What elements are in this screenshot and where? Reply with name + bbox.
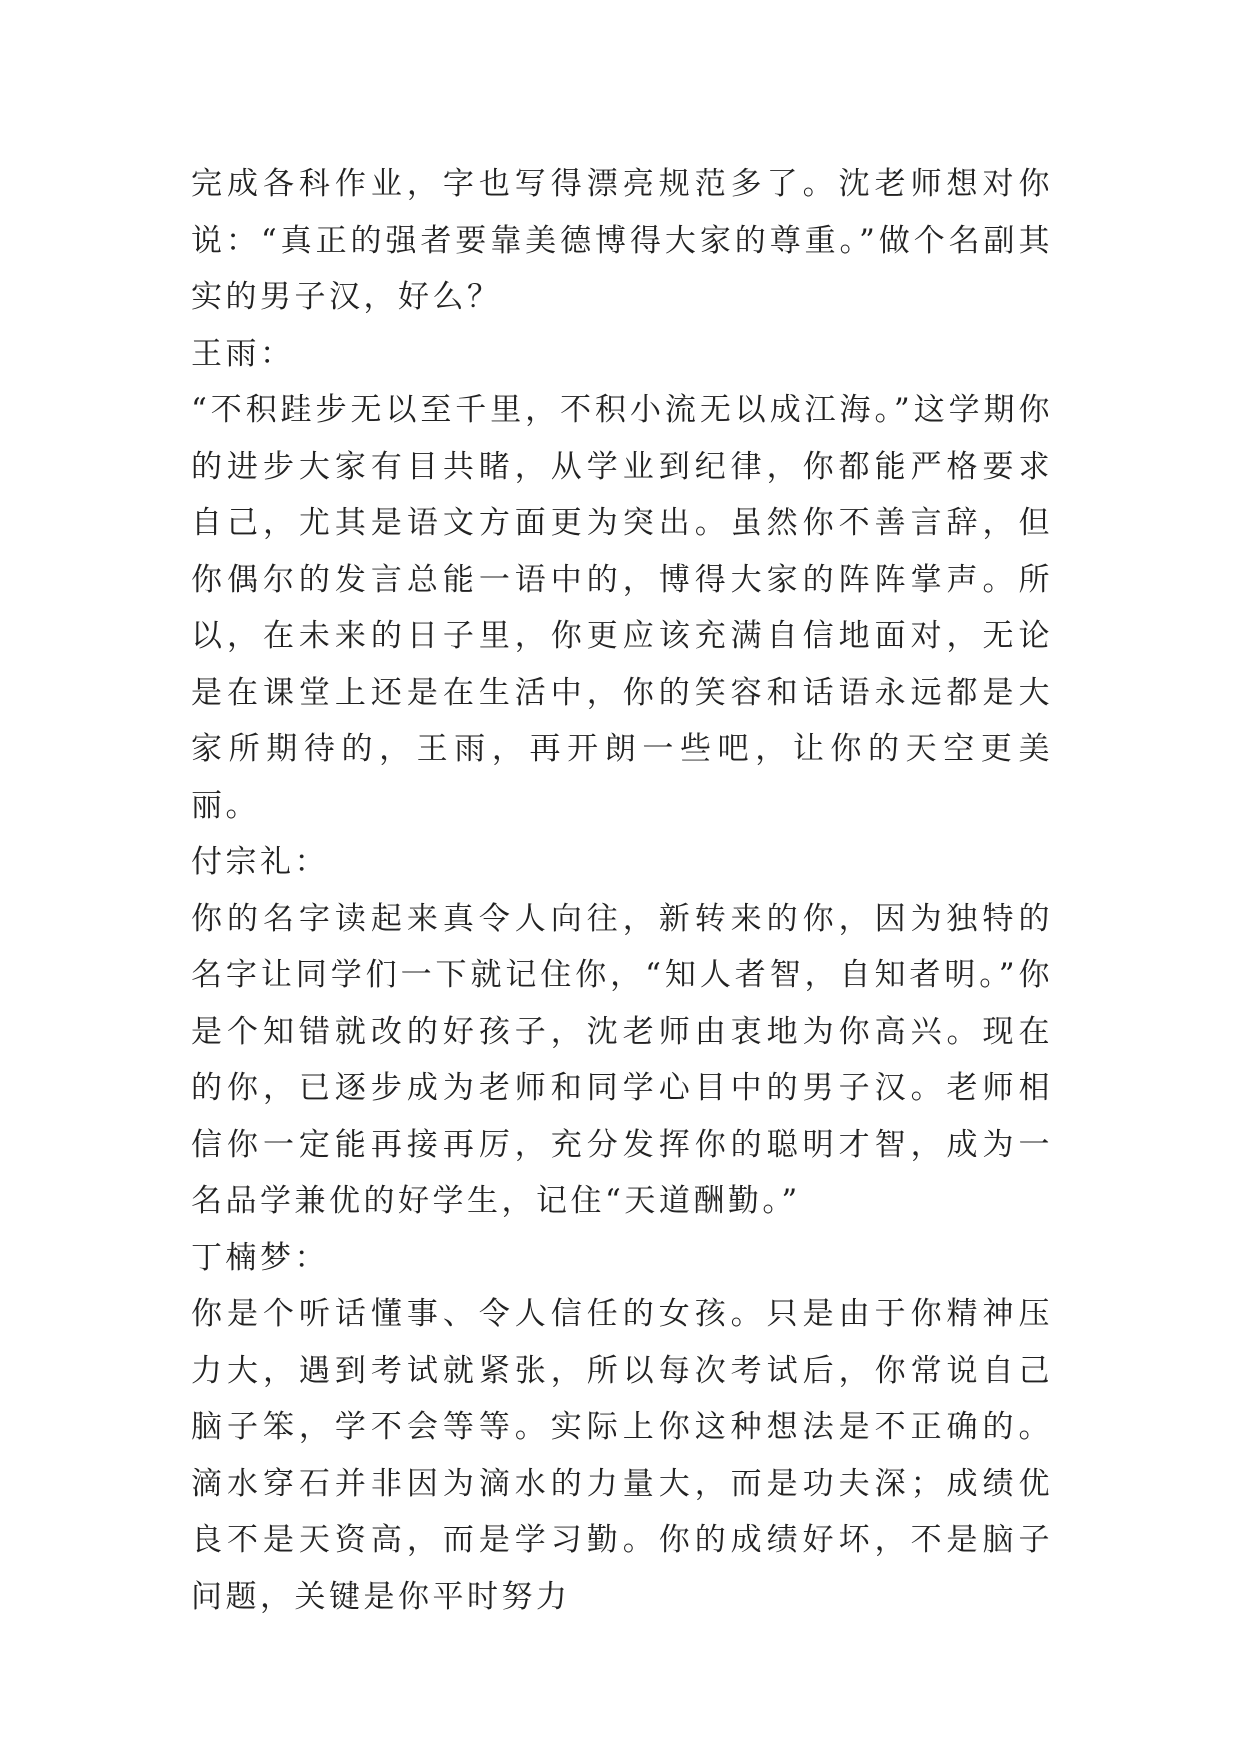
comment-paragraph: 完成各科作业，字也写得漂亮规范多了。沈老师想对你说：“真正的强者要靠美德博得大家的尊重。”做个名副其实的男子汉，好么？ [191, 166, 1053, 315]
comment-paragraph: 你是个听话懂事、令人信任的女孩。只是由于你精神压力大，遇到考试就紧张，所以每次考试后，你常说自己脑子笨，学不会等等。实际上你这种想法是不正确的。滴水穿石并非因为滴水的力量大，而是功夫深；成绩优良不是天资高，而是学习勤。你的成绩好坏，不是脑子问题，关键是你平时努力 [191, 1296, 1053, 1615]
student-name-heading: 付宗礼： [191, 844, 329, 880]
student-name-heading: 丁楠梦： [191, 1239, 329, 1276]
comment-paragraph: 你的名字读起来真令人向往，新转来的你，因为独特的名字让同学们一下就记住你，“知人者智，自知者明。”你是个知错就改的好孩子，沈老师由衷地为你高兴。现在的你，已逐步成为老师和同学心目中的男子汉。老师相信你一定能再接再厉，充分发挥你的聪明才智，成为一名品学兼优的好学生，记住“天道酬勤。” [191, 900, 1053, 1219]
comment-paragraph: “不积跬步无以至千里，不积小流无以成江海。”这学期你的进步大家有目共睹，从学业到纪律，你都能严格要求自己，尤其是语文方面更为突出。虽然你不善言辞，但你偶尔的发言总能一语中的，博得大家的阵阵掌声。所以，在未来的日子里，你更应该充满自信地面对，无论是在课堂上还是在生活中，你的笑容和话语永远都是大家所期待的，王雨，再开朗一些吧，让你的天空更美丽。 [191, 392, 1053, 824]
document-body [191, 156, 1053, 1625]
student-name-heading: 王雨： [191, 335, 295, 372]
